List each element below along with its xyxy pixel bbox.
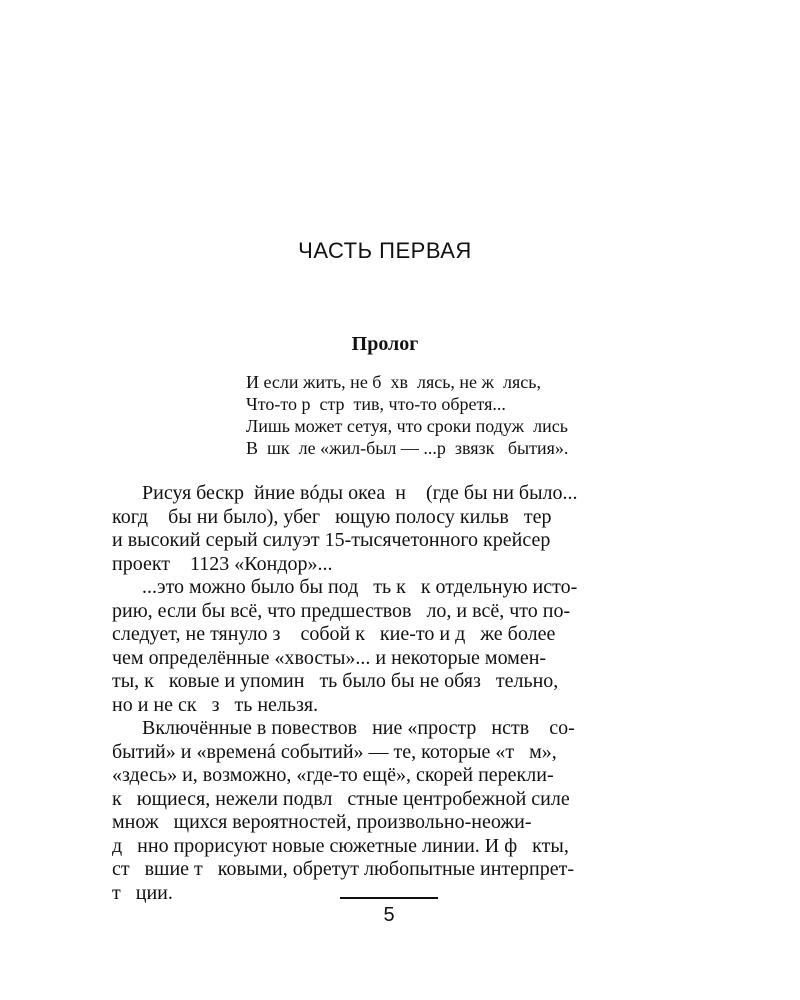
body-line: Рисуя бескр йние вóды океа н (где бы ни было... [112,482,578,504]
body-line: ...это можно было бы под ть к к отдельную исто- [112,576,578,598]
epigraph-line: Лишь может сетуя, что сроки подуж лись [246,416,568,436]
body-line: Включённые в повествов ние «простр нств со- [112,717,575,739]
body-text [112,482,672,905]
epigraph-line: Что-то р стр тив, что-то обретя... [246,394,506,414]
body-line: к ющиеся, нежели подвл стные центробежной силе [112,787,570,810]
body-line: когд бы ни было), убег ющую полосу кильв тер [112,505,552,528]
body-line: чем определённые «хвосты»... и некоторые момен- [112,646,547,669]
epigraph-line: В шк ле «жил-был — ...р звязк бытия». [246,438,569,458]
body-line: т ции. [112,881,173,904]
body-line: «здесь» и, возможно, «где-то ещё», скорей перекли- [112,764,554,786]
body-line: проект 1123 «Кондор»... [112,552,333,575]
body-line: рию, если бы всё, что предшествов ло, и всё, что по- [112,599,571,622]
body-line: множ щихся вероятностей, произвольно-неожи- [112,811,532,833]
prologue-title: Пролог [351,333,419,355]
body-line: но и не ск з ть нельзя. [112,693,319,716]
body-line: следует, не тянуло з собой к кие-то и д же более [112,623,556,645]
body-line: ты, к ковые и упомин ть было бы не обяз тельно, [112,670,559,692]
epigraph-line: И если жить, не б хв лясь, не ж лясь, [246,372,541,392]
part-title: ЧАСТЬ ПЕРВАЯ [298,238,472,263]
body-line: бытий» и «временá событий» — те, которые «т м», [112,740,557,763]
page-number-rule [340,897,438,899]
body-line: ст вшие т ковыми, обретут любопытные интерпрет- [112,858,574,880]
epigraph [246,371,568,459]
page-number: 5 [383,904,395,926]
body-line: д нно прорисуют новые сюжетные линии. И ф кты, [112,834,569,857]
body-line: и высокий серый силуэт 15-тысячетонного крейсер [112,529,551,551]
